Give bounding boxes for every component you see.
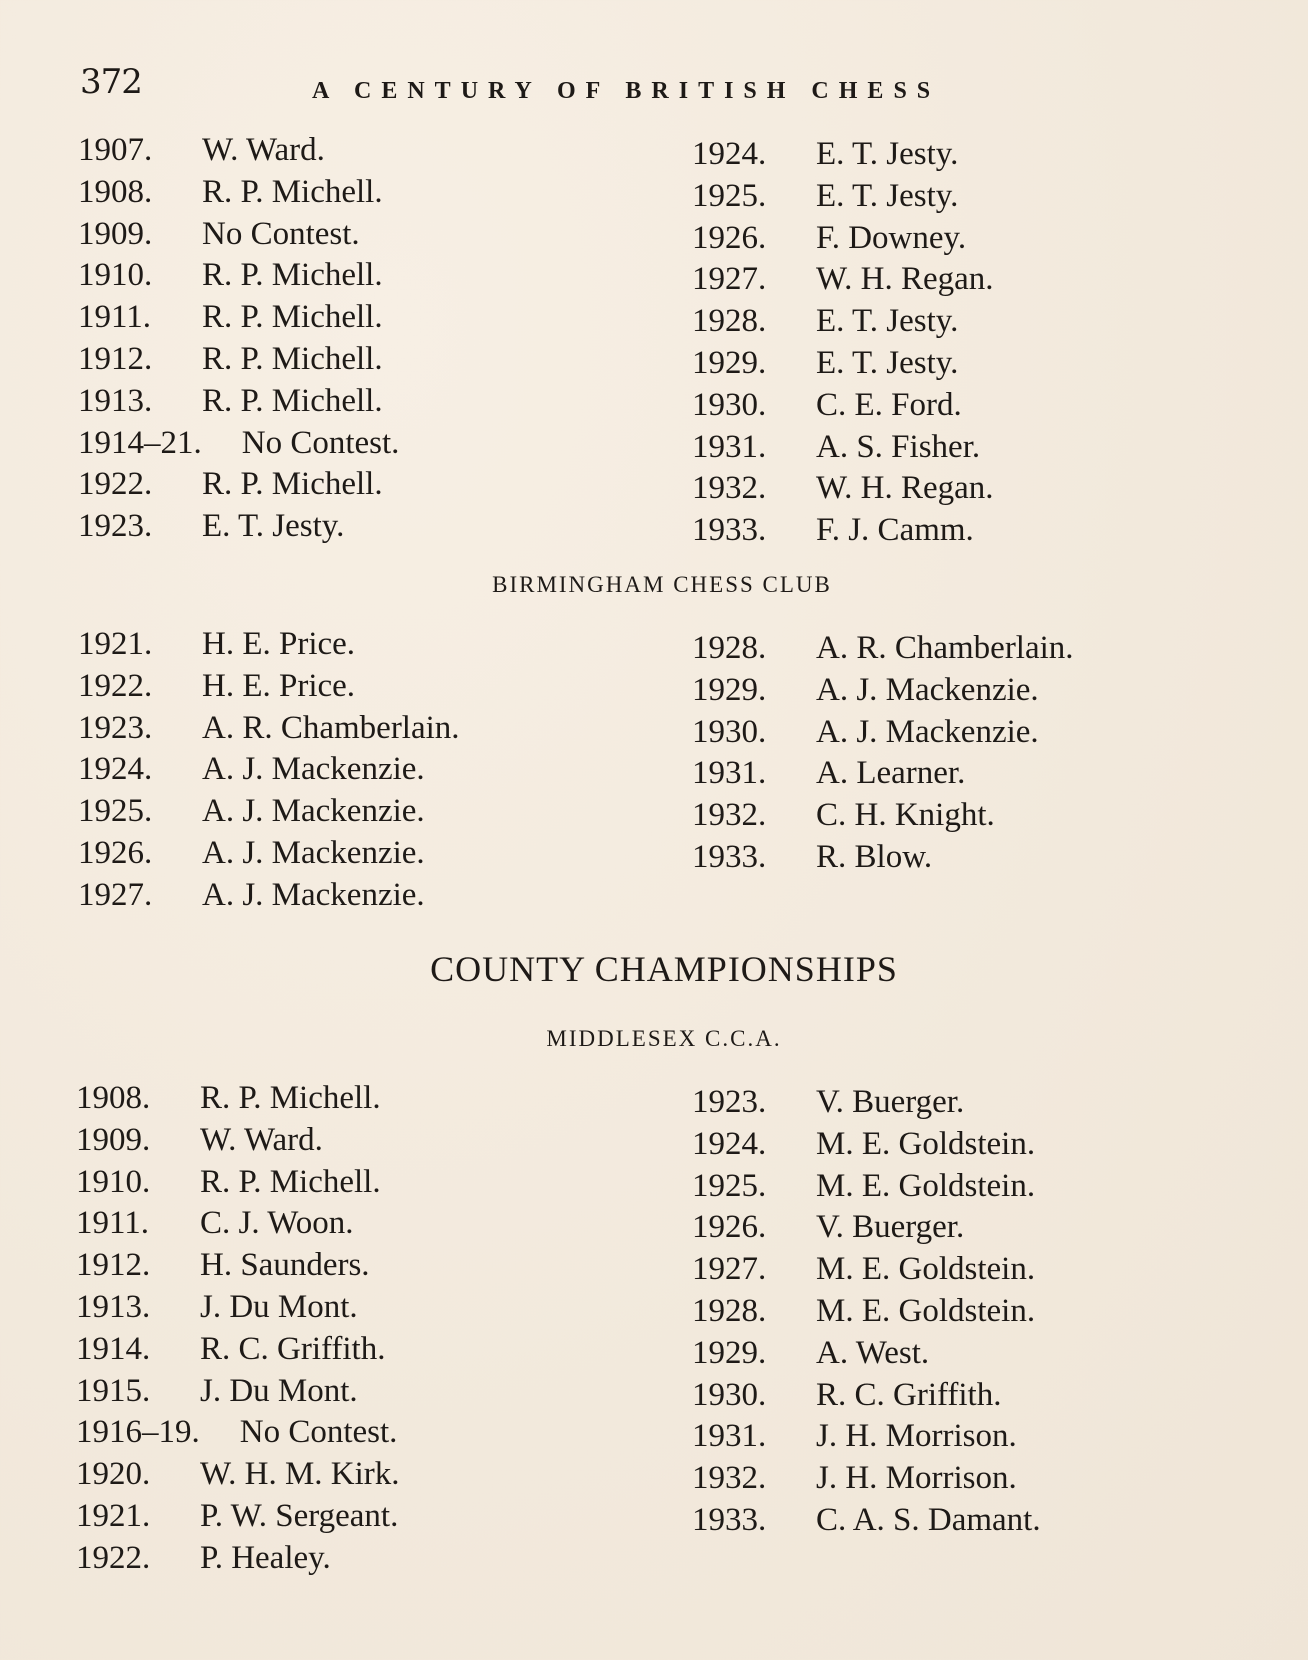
entry-year: 1927. bbox=[692, 1251, 767, 1288]
entry-year: 1914. bbox=[76, 1330, 151, 1367]
entry-year: 1909. bbox=[76, 1121, 151, 1158]
entry-winner: C. H. Knight. bbox=[816, 797, 995, 834]
entry-winner: No Contest. bbox=[239, 1414, 398, 1451]
entry-winner: M. E. Goldstein. bbox=[816, 1167, 1036, 1204]
entry-year: 1923. bbox=[78, 508, 153, 545]
entry-winner: M. E. Goldstein. bbox=[816, 1251, 1036, 1288]
entry-year: 1922. bbox=[76, 1539, 151, 1576]
list-item bbox=[692, 753, 1074, 795]
entry-winner: J. H. Morrison. bbox=[816, 1418, 1017, 1455]
list-item bbox=[78, 875, 460, 917]
entry-year: 1932. bbox=[692, 470, 767, 507]
list-item bbox=[78, 749, 460, 791]
list-item bbox=[692, 837, 1074, 879]
entry-year: 1910. bbox=[76, 1163, 151, 1200]
section1-left-column bbox=[78, 130, 399, 548]
entry-winner: R. P. Michell. bbox=[202, 340, 383, 377]
entry-year: 1911. bbox=[76, 1205, 150, 1242]
entry-year: 1909. bbox=[78, 215, 153, 252]
list-item bbox=[692, 1207, 1041, 1249]
list-item bbox=[78, 339, 399, 381]
middlesex-right-column bbox=[692, 1082, 1041, 1542]
entry-year: 1913. bbox=[78, 382, 153, 419]
page-number: 372 bbox=[80, 62, 142, 102]
birmingham-heading: BIRMINGHAM CHESS CLUB bbox=[492, 572, 832, 597]
entry-year: 1920. bbox=[76, 1456, 151, 1493]
list-item bbox=[692, 1124, 1041, 1166]
list-item bbox=[692, 1291, 1041, 1333]
list-item bbox=[76, 1496, 400, 1538]
list-item bbox=[692, 795, 1074, 837]
birmingham-left-column bbox=[78, 624, 460, 917]
entry-year: 1923. bbox=[692, 1084, 767, 1120]
entry-year: 1921. bbox=[76, 1497, 151, 1534]
entry-winner: C. E. Ford. bbox=[816, 386, 962, 423]
list-item bbox=[78, 708, 460, 750]
entry-winner: R. C. Griffith. bbox=[816, 1376, 1002, 1413]
entry-winner: E. T. Jesty. bbox=[816, 303, 959, 340]
entry-winner: R. P. Michell. bbox=[202, 382, 383, 419]
list-item bbox=[78, 172, 399, 214]
entry-winner: A. J. Mackenzie. bbox=[816, 671, 1039, 708]
entry-winner: A. R. Chamberlain. bbox=[816, 630, 1074, 666]
entry-winner: A. S. Fisher. bbox=[816, 428, 981, 465]
entry-winner: E. T. Jesty. bbox=[816, 136, 959, 172]
list-item bbox=[692, 427, 994, 469]
entry-winner: M. E. Goldstein. bbox=[816, 1292, 1036, 1329]
list-item bbox=[78, 464, 399, 506]
list-item bbox=[692, 670, 1074, 712]
birmingham-right-column bbox=[692, 628, 1074, 879]
entry-winner: R. P. Michell. bbox=[200, 1163, 381, 1200]
list-item bbox=[78, 506, 399, 548]
list-item bbox=[78, 297, 399, 339]
list-item bbox=[78, 666, 460, 708]
entry-year: 1925. bbox=[692, 1167, 767, 1204]
entry-year: 1931. bbox=[692, 1418, 767, 1455]
list-item bbox=[76, 1203, 400, 1245]
entry-year: 1926. bbox=[692, 219, 767, 256]
entry-year: 1924. bbox=[692, 136, 767, 172]
entry-winner: C. A. S. Damant. bbox=[816, 1501, 1041, 1538]
list-item bbox=[78, 130, 399, 172]
entry-year: 1928. bbox=[692, 1292, 767, 1329]
entry-winner: No Contest. bbox=[202, 215, 360, 252]
list-item bbox=[692, 301, 994, 343]
entry-year: 1911. bbox=[78, 299, 152, 336]
entry-year: 1910. bbox=[78, 257, 153, 294]
list-item bbox=[76, 1329, 400, 1371]
entry-winner: V. Buerger. bbox=[816, 1084, 965, 1120]
list-item bbox=[78, 833, 460, 875]
entry-year: 1933. bbox=[692, 838, 767, 875]
list-item bbox=[76, 1287, 400, 1329]
list-item bbox=[78, 255, 399, 297]
list-item bbox=[78, 791, 460, 833]
entry-year: 1925. bbox=[692, 177, 767, 214]
entry-year: 1933. bbox=[692, 1501, 767, 1538]
entry-winner: A. J. Mackenzie. bbox=[816, 713, 1039, 750]
list-item bbox=[692, 628, 1074, 670]
list-item bbox=[692, 1333, 1041, 1375]
entry-year: 1932. bbox=[692, 797, 767, 834]
entry-winner: A. J. Mackenzie. bbox=[202, 876, 425, 913]
entry-winner: A. J. Mackenzie. bbox=[202, 751, 425, 788]
entry-winner: A. West. bbox=[816, 1334, 930, 1371]
entry-year: 1907. bbox=[78, 132, 153, 168]
entry-winner: W. H. Regan. bbox=[816, 470, 994, 507]
list-item bbox=[78, 381, 399, 423]
list-item bbox=[76, 1078, 400, 1120]
entry-year: 1923. bbox=[78, 709, 153, 746]
entry-winner: V. Buerger. bbox=[816, 1209, 965, 1246]
list-item bbox=[78, 423, 399, 465]
entry-winner: W. Ward. bbox=[200, 1121, 323, 1158]
list-item bbox=[76, 1538, 400, 1580]
entry-winner: R. Blow. bbox=[816, 838, 933, 875]
list-item bbox=[692, 1458, 1041, 1500]
entry-year: 1927. bbox=[692, 261, 767, 298]
entry-year: 1925. bbox=[78, 793, 153, 830]
entry-winner: R. P. Michell. bbox=[202, 257, 383, 294]
list-item bbox=[76, 1120, 400, 1162]
list-item bbox=[692, 1416, 1041, 1458]
entry-year: 1908. bbox=[78, 173, 153, 210]
entry-year: 1914–21. bbox=[78, 424, 202, 461]
running-head: A CENTURY OF BRITISH CHESS bbox=[312, 78, 941, 104]
county-championships-heading: COUNTY CHAMPIONSHIPS bbox=[430, 949, 898, 989]
entry-winner: R. P. Michell. bbox=[200, 1080, 381, 1116]
list-item bbox=[692, 1082, 1041, 1124]
entry-year: 1929. bbox=[692, 671, 767, 708]
list-item bbox=[78, 624, 460, 666]
list-item bbox=[692, 385, 994, 427]
entry-winner: F. Downey. bbox=[816, 219, 967, 256]
list-item bbox=[692, 134, 994, 176]
list-item bbox=[692, 218, 994, 260]
entry-year: 1927. bbox=[78, 876, 153, 913]
entry-year: 1932. bbox=[692, 1460, 767, 1497]
entry-winner: W. H. M. Kirk. bbox=[200, 1456, 400, 1493]
list-item bbox=[76, 1245, 400, 1287]
entry-year: 1915. bbox=[76, 1372, 151, 1409]
entry-year: 1924. bbox=[78, 751, 153, 788]
middlesex-left-column bbox=[76, 1078, 400, 1580]
entry-year: 1922. bbox=[78, 466, 153, 503]
entry-winner: A. Learner. bbox=[816, 755, 966, 792]
entry-winner: H. Saunders. bbox=[200, 1247, 370, 1284]
entry-year: 1916–19. bbox=[76, 1414, 200, 1451]
list-item bbox=[78, 214, 399, 256]
entry-year: 1929. bbox=[692, 344, 767, 381]
entry-year: 1926. bbox=[692, 1209, 767, 1246]
list-item bbox=[692, 1500, 1041, 1542]
entry-year: 1928. bbox=[692, 630, 767, 666]
list-item bbox=[76, 1454, 400, 1496]
entry-winner: W. H. Regan. bbox=[816, 261, 994, 298]
entry-year: 1931. bbox=[692, 755, 767, 792]
entry-winner: H. E. Price. bbox=[202, 626, 356, 662]
entry-winner: R. P. Michell. bbox=[202, 466, 383, 503]
entry-winner: P. Healey. bbox=[200, 1539, 331, 1576]
entry-year: 1930. bbox=[692, 386, 767, 423]
entry-winner: P. W. Sergeant. bbox=[200, 1497, 399, 1534]
entry-winner: F. J. Camm. bbox=[816, 512, 974, 549]
list-item bbox=[692, 1249, 1041, 1291]
section1-right-column bbox=[692, 134, 994, 552]
list-item bbox=[692, 1166, 1041, 1208]
list-item bbox=[76, 1412, 400, 1454]
list-item bbox=[76, 1162, 400, 1204]
entry-winner: A. J. Mackenzie. bbox=[202, 793, 425, 830]
list-item bbox=[692, 712, 1074, 754]
entry-winner: A. R. Chamberlain. bbox=[202, 709, 460, 746]
entry-year: 1912. bbox=[78, 340, 153, 377]
list-item bbox=[692, 510, 994, 552]
entry-winner: R. P. Michell. bbox=[202, 173, 383, 210]
entry-year: 1913. bbox=[76, 1288, 151, 1325]
entry-winner: J. H. Morrison. bbox=[816, 1460, 1017, 1497]
entry-winner: C. J. Woon. bbox=[200, 1205, 354, 1242]
entry-year: 1928. bbox=[692, 303, 767, 340]
entry-winner: H. E. Price. bbox=[202, 667, 356, 704]
middlesex-heading: MIDDLESEX C.C.A. bbox=[546, 1026, 782, 1051]
entry-winner: R. C. Griffith. bbox=[200, 1330, 386, 1367]
entry-year: 1929. bbox=[692, 1334, 767, 1371]
entry-winner: R. P. Michell. bbox=[202, 299, 383, 336]
entry-winner: E. T. Jesty. bbox=[816, 344, 959, 381]
list-item bbox=[692, 468, 994, 510]
entry-year: 1912. bbox=[76, 1247, 151, 1284]
entry-year: 1908. bbox=[76, 1080, 151, 1116]
entry-winner: M. E. Goldstein. bbox=[816, 1125, 1036, 1162]
list-item bbox=[692, 1375, 1041, 1417]
entry-winner: A. J. Mackenzie. bbox=[202, 834, 425, 871]
entry-year: 1930. bbox=[692, 1376, 767, 1413]
entry-year: 1933. bbox=[692, 512, 767, 549]
entry-year: 1924. bbox=[692, 1125, 767, 1162]
list-item bbox=[692, 259, 994, 301]
entry-winner: No Contest. bbox=[241, 424, 400, 461]
entry-winner: J. Du Mont. bbox=[200, 1288, 358, 1325]
entry-year: 1930. bbox=[692, 713, 767, 750]
list-item bbox=[692, 176, 994, 218]
entry-winner: W. Ward. bbox=[202, 132, 325, 168]
entry-winner: J. Du Mont. bbox=[200, 1372, 358, 1409]
entry-year: 1926. bbox=[78, 834, 153, 871]
list-item bbox=[76, 1371, 400, 1413]
entry-year: 1921. bbox=[78, 626, 153, 662]
entry-year: 1931. bbox=[692, 428, 767, 465]
list-item bbox=[692, 343, 994, 385]
entry-year: 1922. bbox=[78, 667, 153, 704]
entry-winner: E. T. Jesty. bbox=[202, 508, 345, 545]
entry-winner: E. T. Jesty. bbox=[816, 177, 959, 214]
